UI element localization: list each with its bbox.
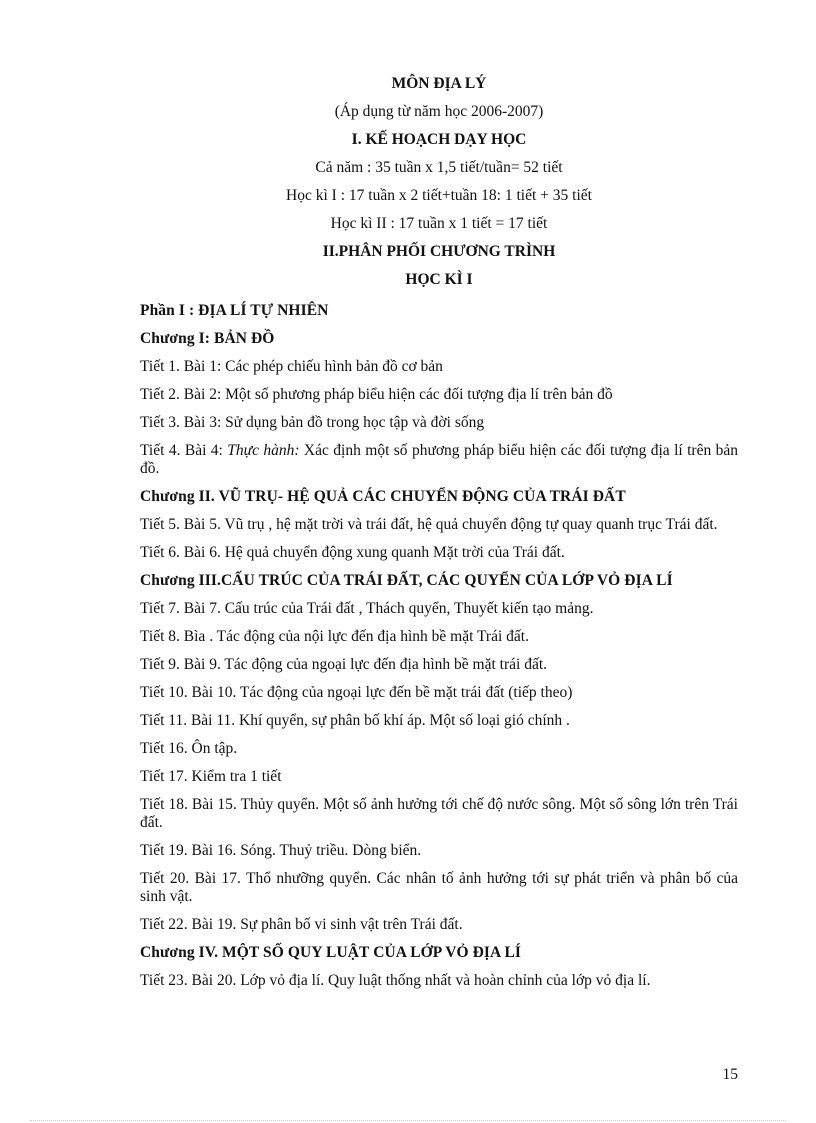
lesson-item: Tiết 3. Bài 3: Sử dụng bản đồ trong học tập và đời sống [140,414,485,431]
lesson-item: Tiết 10. Bài 10. Tác động của ngoại lực đến bề mặt trái đất (tiếp theo) [140,684,573,701]
plan-line: Cả năm : 35 tuần x 1,5 tiết/tuần= 52 tiết [315,159,563,176]
document-subtitle: (Áp dụng từ năm học 2006-2007) [334,103,544,120]
lesson-item: Tiết 18. Bài 15. Thủy quyển. Một số ảnh hưởng tới chế độ nước sông. Một số sông lớn trên Trái đất. [140,796,738,831]
lesson-item: Tiết 20. Bài 17. Thổ nhưỡng quyển. Các nhân tố ảnh hưởng tới sự phát triển và phân bố của sinh vật. [140,870,738,905]
page-bottom-divider [30,1120,786,1121]
lesson-item: Tiết 7. Bài 7. Cấu trúc của Trái đất , Thách quyển, Thuyết kiến tạo mảng. [140,600,594,617]
lesson-prefix: Tiết 4. Bài 4: [140,442,228,459]
document-page [140,74,738,1000]
document-title: MÔN ĐỊA LÝ [391,75,487,92]
lesson-item: Tiết 11. Bài 11. Khí quyển, sự phân bố khí áp. Một số loại gió chính . [140,712,570,729]
lesson-item: Tiết 19. Bài 16. Sóng. Thuỷ triều. Dòng biển. [140,842,422,859]
section-heading-distribution: II.PHÂN PHỐI CHƯƠNG TRÌNH [322,243,556,260]
chapter-4-heading: Chương IV. MỘT SỐ QUY LUẬT CỦA LỚP VỎ ĐỊA LÍ [140,944,522,961]
lesson-item [140,442,738,478]
lesson-item: Tiết 9. Bài 9. Tác động của ngoại lực đến địa hình bề mặt trái đất. [140,656,548,673]
lesson-item: Tiết 22. Bài 19. Sự phân bố vi sinh vật trên Trái đất. [140,916,463,933]
page-number: 15 [722,1066,738,1083]
lesson-item: Tiết 8. Bìa . Tác động của nội lực đến địa hình bề mặt Trái đất. [140,628,529,645]
part-heading: Phần I : ĐỊA LÍ TỰ NHIÊN [140,302,329,319]
lesson-item: Tiết 5. Bài 5. Vũ trụ , hệ mặt trời và trái đất, hệ quả chuyển động tự quay quanh trục Trái đất. [140,516,718,533]
lesson-text: Xác định một số phương pháp biểu hiện các đối tượng địa lí trên bản đồ. [140,442,738,477]
semester-heading: HỌC KÌ I [405,271,473,288]
lesson-italic-label: Thực hành: [227,442,300,459]
chapter-3-heading: Chương III.CẤU TRÚC CỦA TRÁI ĐẤT, CÁC QUYỂN CỦA LỚP VỎ ĐỊA LÍ [140,572,673,589]
lesson-item: Tiết 17. Kiểm tra 1 tiết [140,768,282,785]
plan-line: Học kì II : 17 tuần x 1 tiết = 17 tiết [330,215,548,232]
lesson-item: Tiết 23. Bài 20. Lớp vỏ địa lí. Quy luật thống nhất và hoàn chỉnh của lớp vỏ địa lí. [140,972,651,989]
lesson-item: Tiết 6. Bài 6. Hệ quả chuyển động xung quanh Mặt trời của Trái đất. [140,544,565,561]
lesson-item: Tiết 2. Bài 2: Một số phương pháp biểu hiện các đối tượng địa lí trên bản đồ [140,386,613,403]
chapter-2-heading: Chương II. VŨ TRỤ- HỆ QUẢ CÁC CHUYỂN ĐỘNG CỦA TRÁI ĐẤT [140,488,626,505]
section-heading-plan: I. KẾ HOẠCH DẠY HỌC [351,131,527,148]
lesson-item: Tiết 16. Ôn tập. [140,740,238,757]
chapter-1-heading: Chương I: BẢN ĐỒ [140,330,275,347]
plan-line: Học kì I : 17 tuần x 2 tiết+tuần 18: 1 tiết + 35 tiết [286,187,592,204]
lesson-item: Tiết 1. Bài 1: Các phép chiếu hình bản đồ cơ bản [140,358,443,375]
